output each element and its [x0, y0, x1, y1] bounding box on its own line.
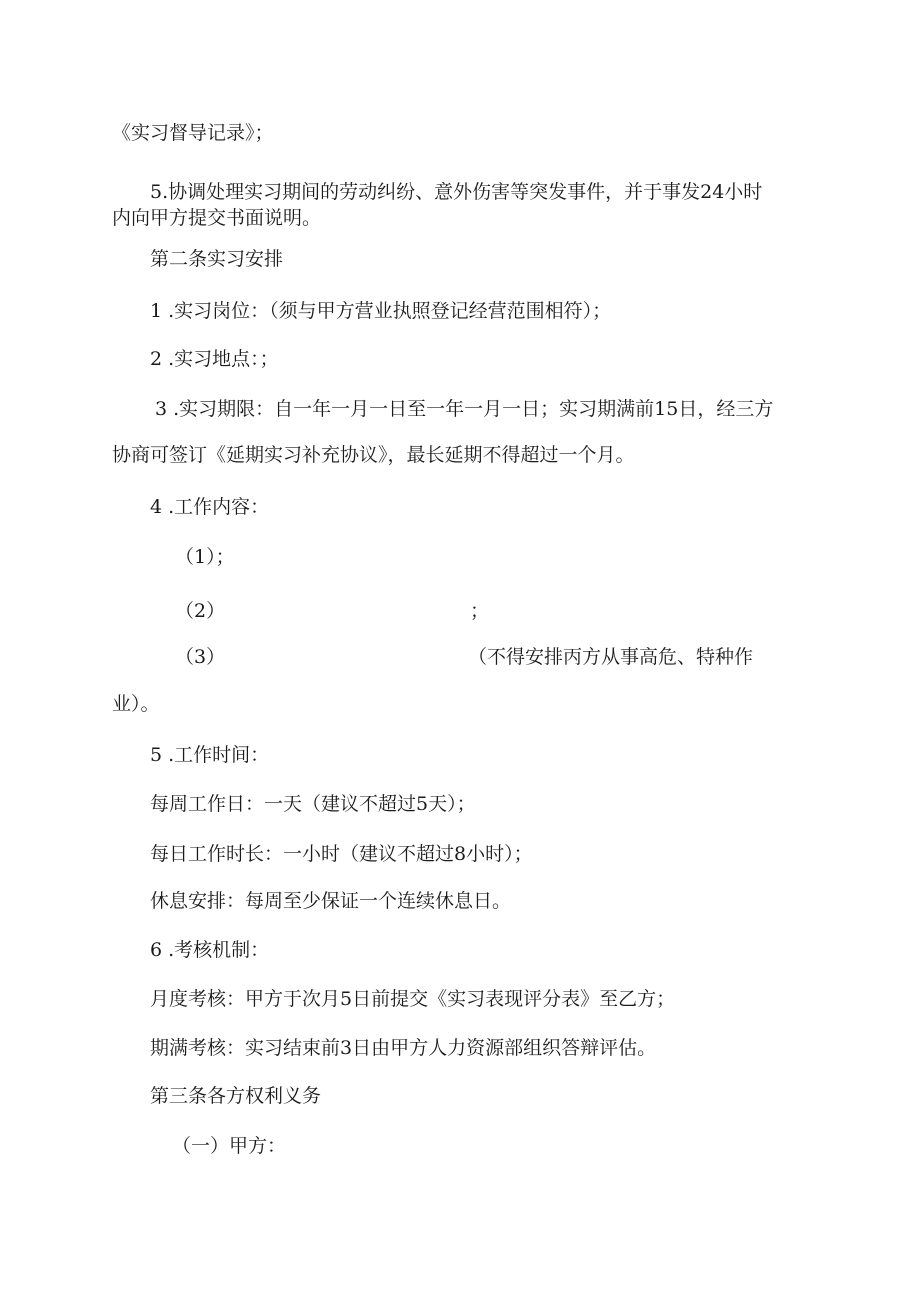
text-line-item-5-continued: 内向甲方提交书面说明。	[112, 207, 322, 229]
text-line-work-content-2-label: （2）	[175, 600, 226, 622]
text-line-final-assessment: 期满考核：实习结束前3日由甲方人力资源部组织答辩评估。	[150, 1037, 657, 1059]
text-line-internship-location: 2 .实习地点：；	[150, 348, 279, 370]
text-line-assessment-mechanism: 6 .考核机制：	[150, 939, 270, 961]
text-line-weekly-workdays: 每周工作日：一天（建议不超过5天）；	[150, 793, 476, 815]
text-line-work-content-2-end: ；	[470, 600, 490, 622]
text-line-working-hours: 5 .工作时间：	[150, 744, 270, 766]
text-line-rest-arrangement: 休息安排：每周至少保证一个连续休息日。	[150, 890, 512, 912]
text-line-work-content-1: （1）；	[175, 546, 235, 568]
text-line-monthly-assessment: 月度考核：甲方于次月5日前提交《实习表现评分表》至乙方；	[150, 988, 676, 1010]
text-line-work-content-3-label: （3）	[175, 646, 226, 668]
text-line-item-5-coordination: 5.协调处理实习期间的劳动纠纷、意外伤害等突发事件，并于事发24小时	[150, 181, 763, 203]
text-line-work-content-3-note: （不得安排丙方从事高危、特种作	[468, 646, 754, 668]
text-line-work-content: 4 .工作内容：	[150, 496, 270, 518]
text-line-party-a: （一）甲方：	[172, 1135, 287, 1157]
section-heading-article-2: 第二条实习安排	[150, 248, 284, 270]
section-heading-article-3: 第三条各方权利义务	[150, 1085, 322, 1107]
text-line-supervision-record: 《实习督导记录》；	[112, 122, 274, 144]
text-line-internship-period: 3 .实习期限：自一年一月一日至一年一月一日；实习期满前15日，经三方	[155, 398, 774, 420]
text-line-internship-position: 1 .实习岗位：（须与甲方营业执照登记经营范围相符）；	[150, 300, 612, 322]
text-line-work-content-3-continued: 业）。	[112, 693, 160, 715]
text-line-internship-period-continued: 协商可签订《延期实习补充协议》，最长延期不得超过一个月。	[112, 444, 635, 466]
text-line-daily-hours: 每日工作时长：一小时（建议不超过8小时）；	[150, 843, 533, 865]
